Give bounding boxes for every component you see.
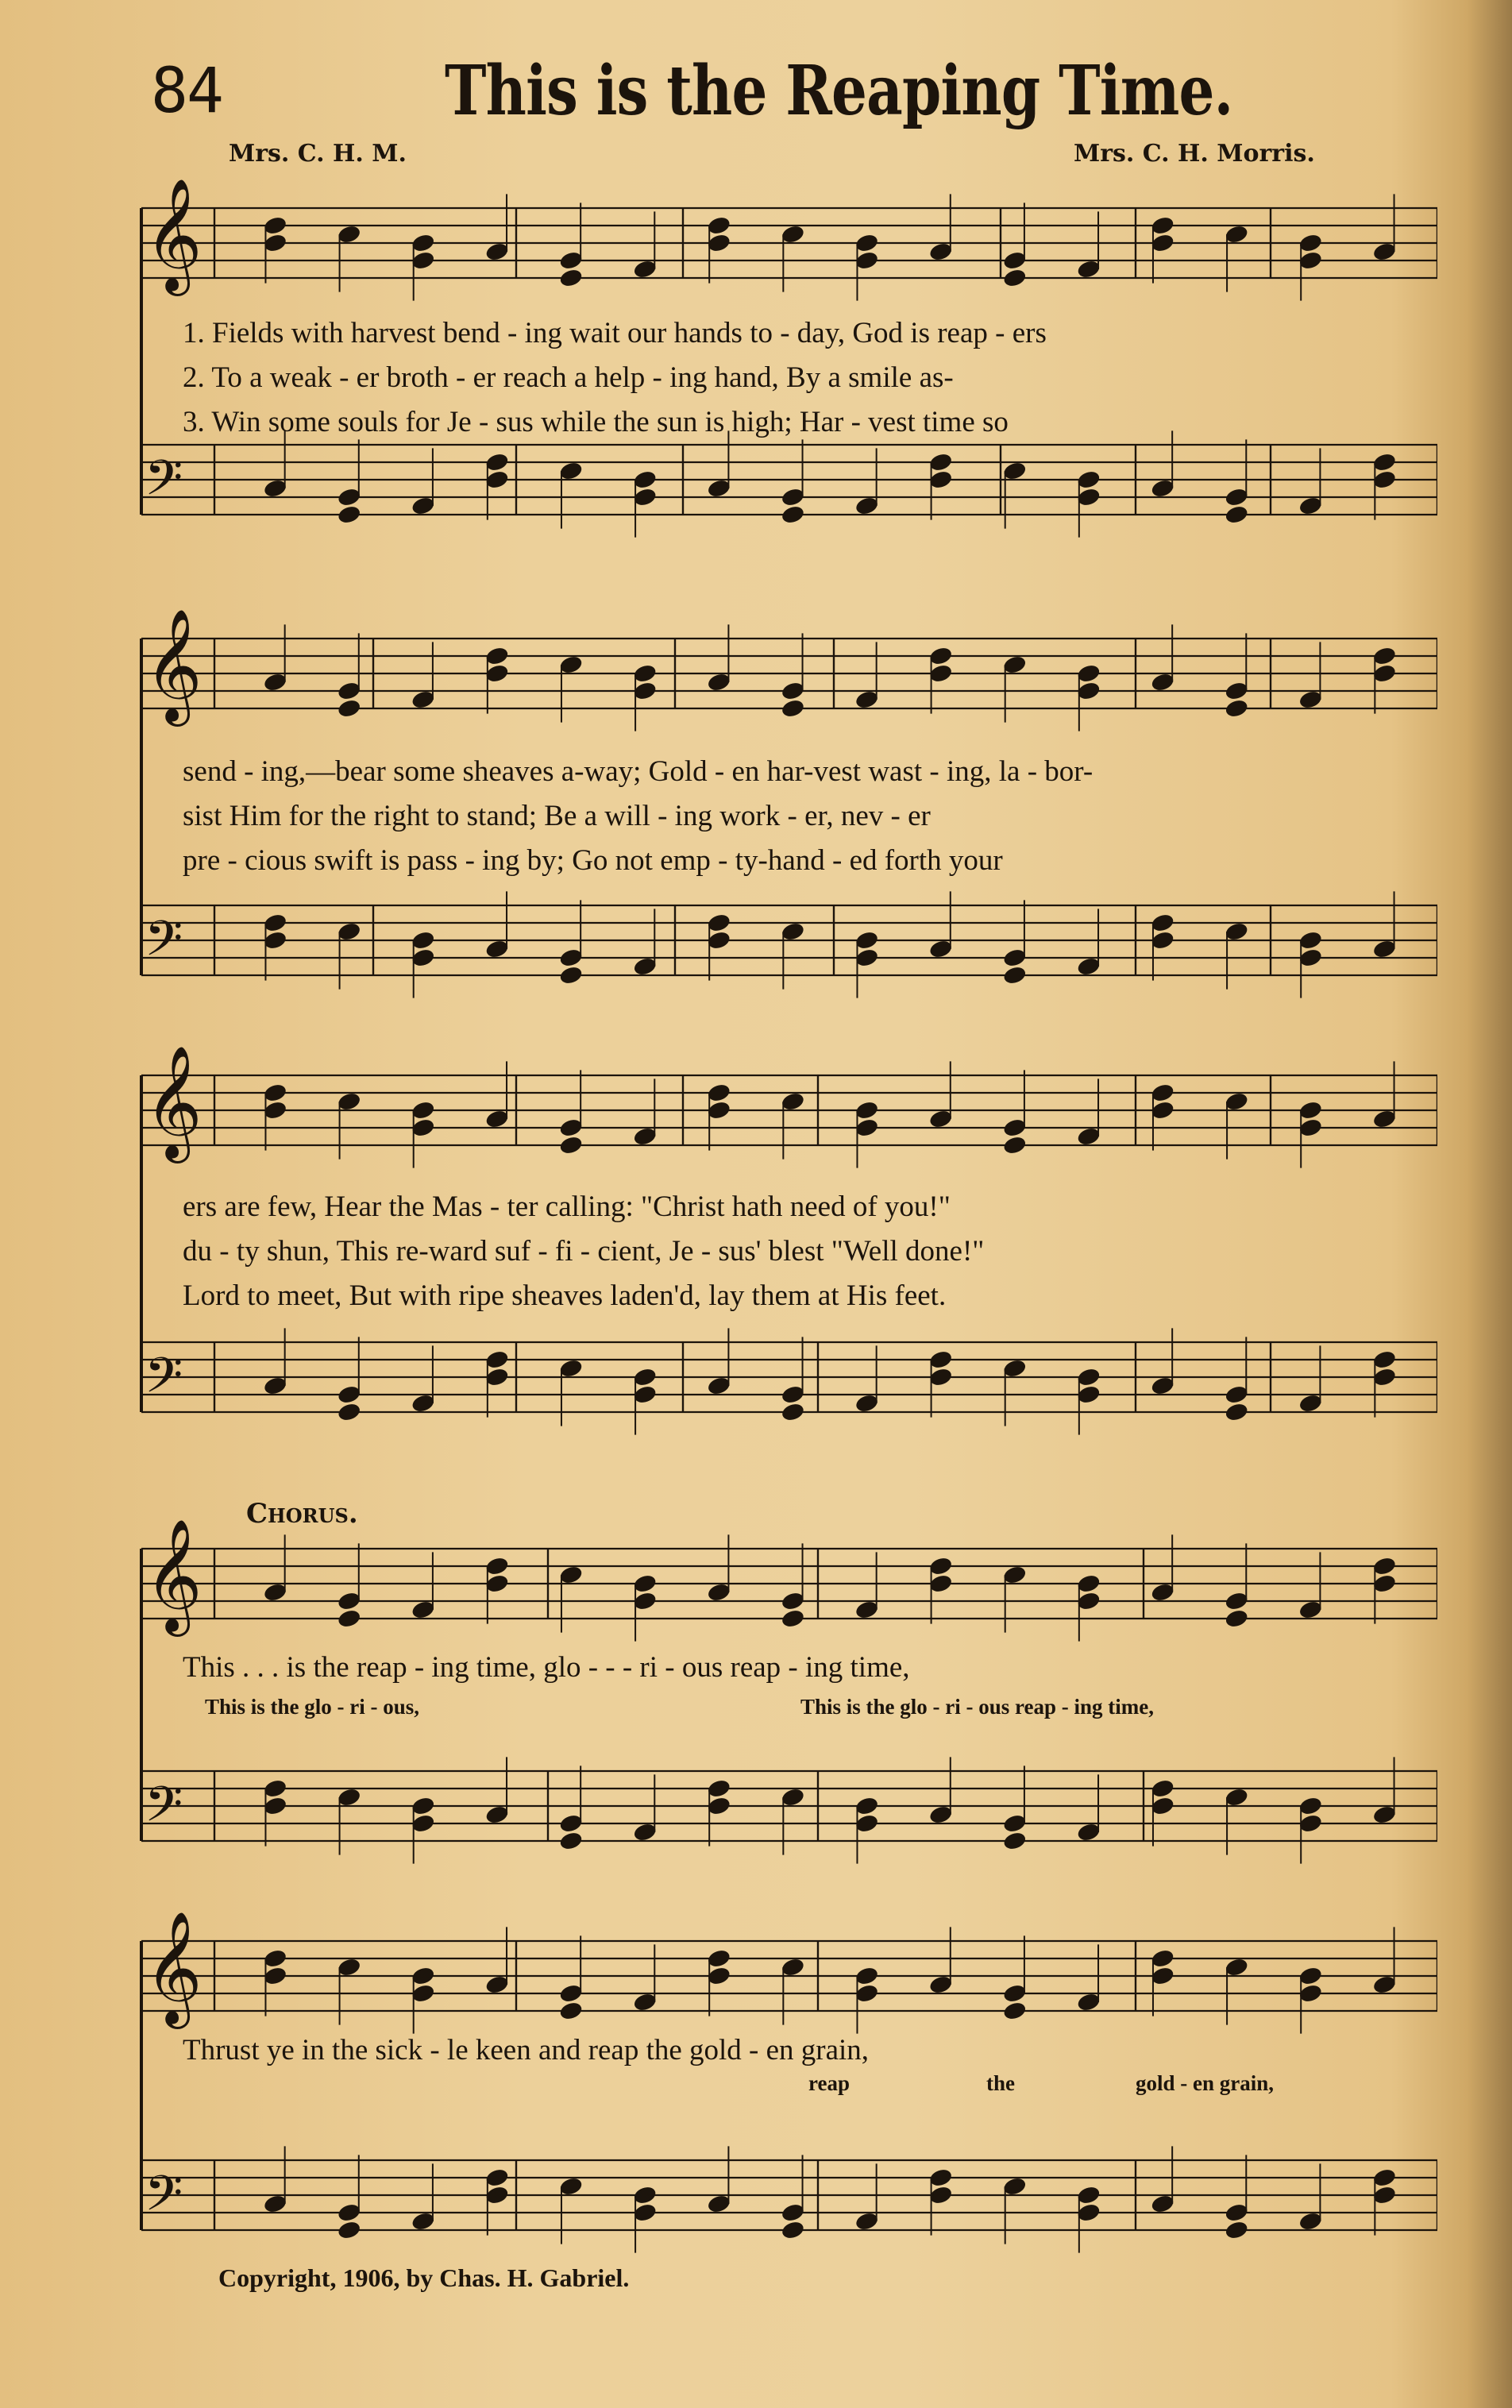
bass-clef-icon: 𝄢 — [145, 2164, 183, 2234]
bass-staff — [141, 891, 1437, 998]
lyric-verse-3: 3. Win some souls for Je - sus while the sun is high; Har - vest time so — [183, 406, 1009, 438]
treble-clef-icon: 𝄞 — [145, 1518, 202, 1632]
note-head — [1224, 1402, 1249, 1423]
lyric-verse-2: sist Him for the right to stand; Be a will - ing work - er, nev - er — [183, 800, 931, 832]
music-system-3 — [135, 1040, 1437, 1453]
bass-clef-icon: 𝄢 — [145, 1775, 183, 1845]
note-head — [337, 698, 362, 720]
note-head — [780, 504, 805, 526]
note-head — [780, 2220, 805, 2241]
note-head — [780, 1608, 805, 1630]
treble-clef-icon: 𝄞 — [145, 177, 202, 291]
music-system-2 — [135, 604, 1437, 1017]
lyricist-credit: Mrs. C. H. M. — [229, 140, 407, 168]
note-head — [1224, 504, 1249, 526]
lyric-verse-2: 2. To a weak - er broth - er reach a help - ing hand, By a smile as- — [183, 361, 954, 394]
lyric-verse-2: du - ty shun, This re-ward suf - fi - cient, Je - sus' blest "Well done!" — [183, 1235, 985, 1268]
bass-staff — [141, 2146, 1437, 2252]
chorus-label: Chorus. — [246, 1498, 358, 1530]
note-head — [1002, 268, 1028, 289]
music-system-5 — [135, 1906, 1437, 2256]
treble-clef-icon: 𝄞 — [145, 608, 202, 722]
lyric-verse-3: Lord to meet, But with ripe sheaves laden'd, lay them at His feet. — [183, 1279, 947, 1312]
lyric-verse-3: pre - cious swift is pass - ing by; Go not emp - ty-hand - ed forth your — [183, 844, 1003, 877]
note-head — [1224, 698, 1249, 720]
composer-credit: Mrs. C. H. Morris. — [1074, 140, 1315, 168]
note-head — [1224, 1608, 1249, 1630]
page-number: 84 — [151, 56, 222, 127]
bass-clef-icon: 𝄢 — [145, 1346, 183, 1416]
note-head — [558, 1831, 584, 1852]
note-head — [337, 1402, 362, 1423]
note-head — [1002, 965, 1028, 986]
note-head — [558, 1135, 584, 1156]
lyric-verse-1: ers are few, Hear the Mas - ter calling: "Christ hath need of you!" — [183, 1190, 951, 1223]
note-head — [1224, 2220, 1249, 2241]
bass-staff — [141, 1757, 1437, 1863]
treble-clef-icon: 𝄞 — [145, 1044, 202, 1159]
bass-lyric-the: the — [986, 2071, 1015, 2095]
note-head — [1002, 1135, 1028, 1156]
note-head — [337, 2220, 362, 2241]
lyric-chorus-end: Thrust ye in the sick - le keen and reap the gold - en grain, — [183, 2034, 870, 2066]
bass-lyric-golden: gold - en grain, — [1136, 2071, 1275, 2095]
treble-clef-icon: 𝄞 — [145, 1910, 202, 2024]
bass-staff — [141, 430, 1437, 537]
note-head — [337, 504, 362, 526]
song-title: This is the Reaping Time. — [445, 51, 1233, 131]
note-head — [558, 268, 584, 289]
note-head — [1002, 1831, 1028, 1852]
note-head — [780, 1402, 805, 1423]
page-header — [0, 48, 1512, 135]
bass-clef-icon: 𝄢 — [145, 449, 183, 519]
note-head — [558, 965, 584, 986]
bass-lyric-left: This is the glo - ri - ous, — [205, 1695, 420, 1719]
note-head — [1002, 2001, 1028, 2022]
bass-lyric-reap: reap — [808, 2071, 850, 2095]
note-head — [337, 1608, 362, 1630]
lyric-chorus: This . . . is the reap - ing time, glo - - - ri - ous reap - ing time, — [183, 1651, 910, 1684]
treble-staff — [135, 1493, 1437, 1890]
note-head — [780, 698, 805, 720]
bass-lyric-right: This is the glo - ri - ous reap - ing time, — [800, 1695, 1154, 1719]
note-head — [558, 2001, 584, 2022]
copyright-notice: Copyright, 1906, by Chas. H. Gabriel. — [218, 2263, 630, 2292]
lyric-verse-1: 1. Fields with harvest bend - ing wait our hands to - day, God is reap - ers — [183, 317, 1047, 349]
bass-staff — [141, 1328, 1437, 1434]
lyric-verse-1: send - ing,—bear some sheaves a-way; Gold - en har-vest wast - ing, la - bor- — [183, 755, 1094, 788]
bass-clef-icon: 𝄢 — [145, 909, 183, 979]
music-system-1 — [135, 175, 1437, 588]
music-system-4-chorus — [135, 1493, 1437, 1890]
